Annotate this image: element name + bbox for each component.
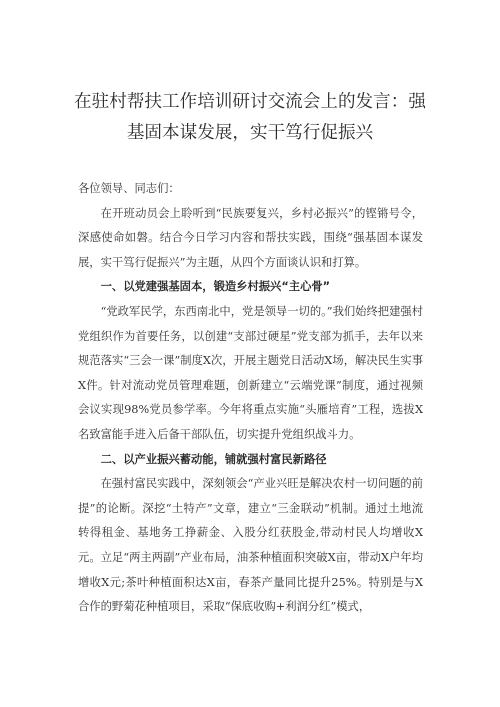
document-body bbox=[78, 177, 423, 620]
section-1-heading: 一、以党建强基固本，锻造乡村振兴“主心骨” bbox=[100, 280, 331, 294]
title-line-2: 基固本谋发展，实干笃行促振兴 bbox=[126, 123, 374, 143]
document-title bbox=[40, 87, 460, 149]
section-2-heading: 二、以产业振兴蓄动能，铺就强村富民新路径 bbox=[100, 452, 327, 466]
title-line-1: 在驻村帮扶工作培训研讨交流会上的发言：强 bbox=[74, 92, 426, 112]
section-2-paragraph: 在强村富民实践中，深刻领会“产业兴旺是解决农村一切问题的前提”的论断。深挖“土特产”文章，建立“三金联动”机制。通过土地流转得租金、基地务工挣薪金、入股分红获股金,带动村民人均增收X元。立足“两主两副”产业布局，油茶种植面积突破X亩，带动X户年均增收X元;茶叶种植面积达X亩，春茶产量同比提升25%。特别是与X合作的野菊花种植项目，采取“保底收购+利润分红”模式， bbox=[78, 477, 423, 614]
greeting: 各位领导、同志们： bbox=[78, 182, 180, 195]
section-1-paragraph: “党政军民学，东西南北中，党是领导一切的。”我们始终把建强村党组织作为首要任务，以创建“支部过硬星”党支部为抓手，去年以来规范落实“三会一课”制度X次，开展主题党日活动X场，解决民生实事X件。针对流动党员管理难题，创新建立“云端党课”制度，通过视频会议实现98%党员参学率。今年将重点实施“头雁培育”工程，选拔X名致富能手进入后备干部队伍，切实提升党组织战斗力。 bbox=[78, 304, 423, 441]
intro-paragraph: 在开班动员会上聆听到“民族要复兴，乡村必振兴”的铿锵号令，深感使命如磐。结合今日学习内容和帮扶实践，围绕“强基固本谋发展，实干笃行促振兴”为主题，从四个方面谈认识和打算。 bbox=[78, 206, 423, 269]
